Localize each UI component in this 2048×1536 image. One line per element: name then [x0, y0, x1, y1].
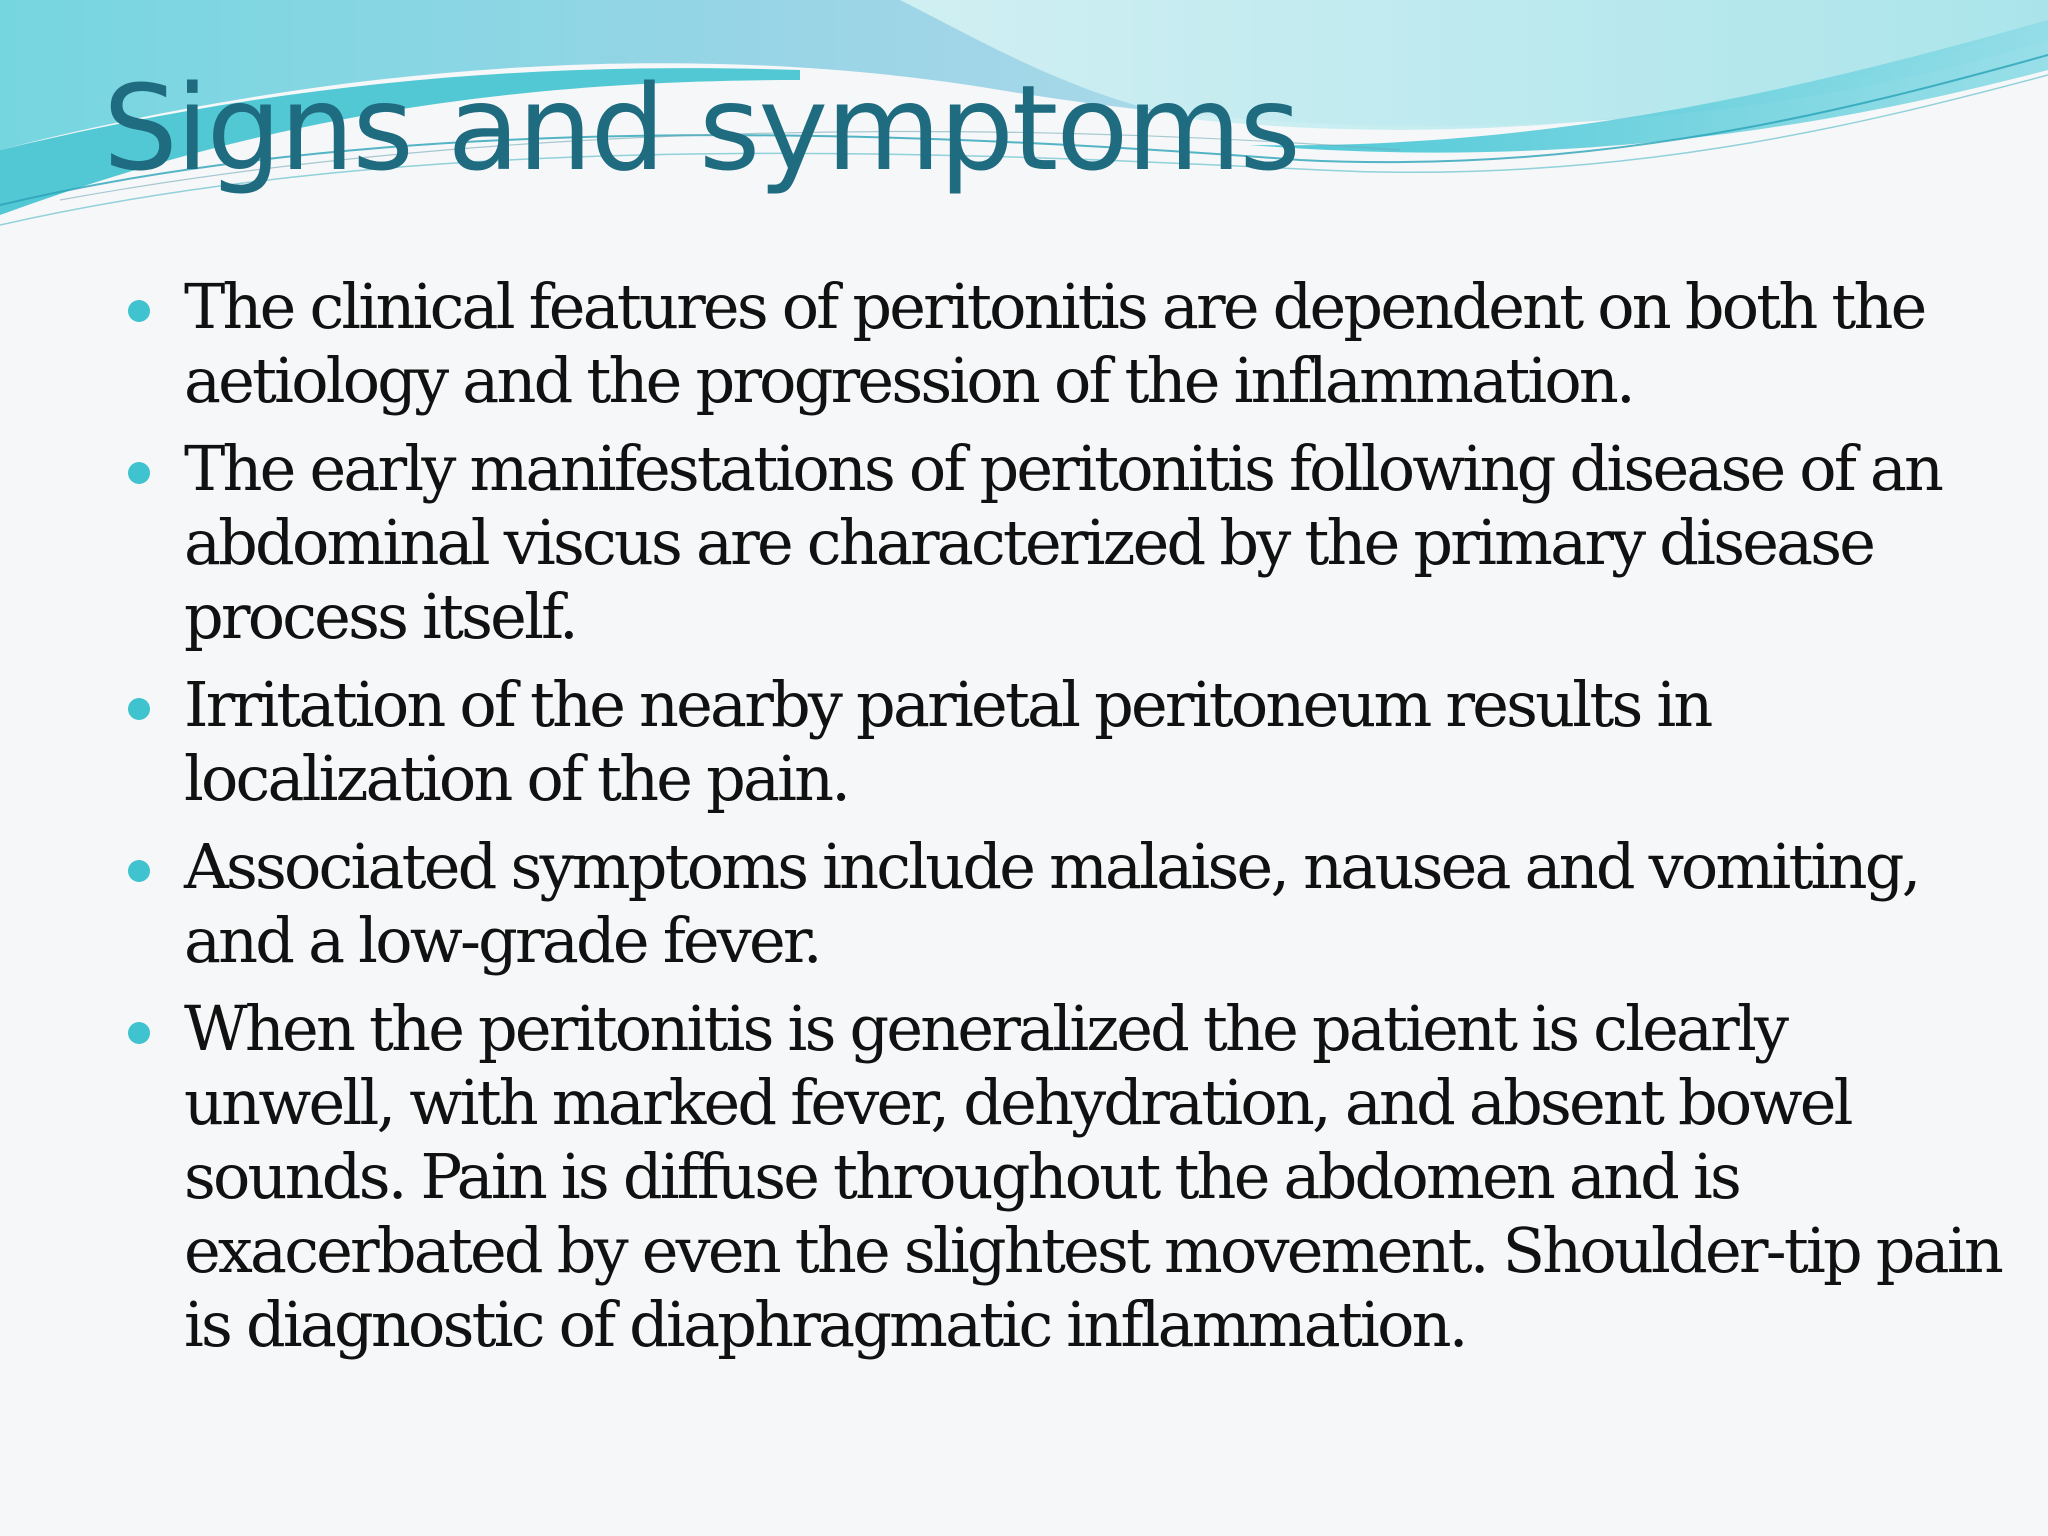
bullet-item: [128, 830, 2008, 978]
bullet-item: [128, 432, 2008, 654]
bullet-item: [128, 270, 2008, 418]
bullet-list: [128, 270, 2008, 1376]
bullet-text: When the peritonitis is generalized the patient is clearly unwell, with marked fever, dehydration, and absent bowel sounds. Pain is diffuse throughout the abdomen and is exacerbated by even the slightest movement. Shoulder-tip pain is diagnostic of diaphragmatic inflammation.: [184, 992, 2001, 1361]
bullet-text: Irritation of the nearby parietal peritoneum results in localization of the pain.: [184, 668, 1711, 815]
bullet-dot-icon: [128, 462, 150, 484]
bullet-dot-icon: [128, 860, 150, 882]
bullet-text: The clinical features of peritonitis are dependent on both the aetiology and the progression of the inflammation.: [184, 270, 1925, 417]
bullet-dot-icon: [128, 698, 150, 720]
bullet-dot-icon: [128, 1022, 150, 1044]
bullet-item: [128, 992, 2008, 1362]
slide-title: Signs and symptoms: [103, 59, 1299, 197]
bullet-text: Associated symptoms include malaise, nausea and vomiting, and a low-grade fever.: [184, 830, 1919, 977]
bullet-item: [128, 668, 2008, 816]
bullet-dot-icon: [128, 300, 150, 322]
bullet-text: The early manifestations of peritonitis following disease of an abdominal viscus are characterized by the primary disease process itself.: [184, 432, 1942, 653]
